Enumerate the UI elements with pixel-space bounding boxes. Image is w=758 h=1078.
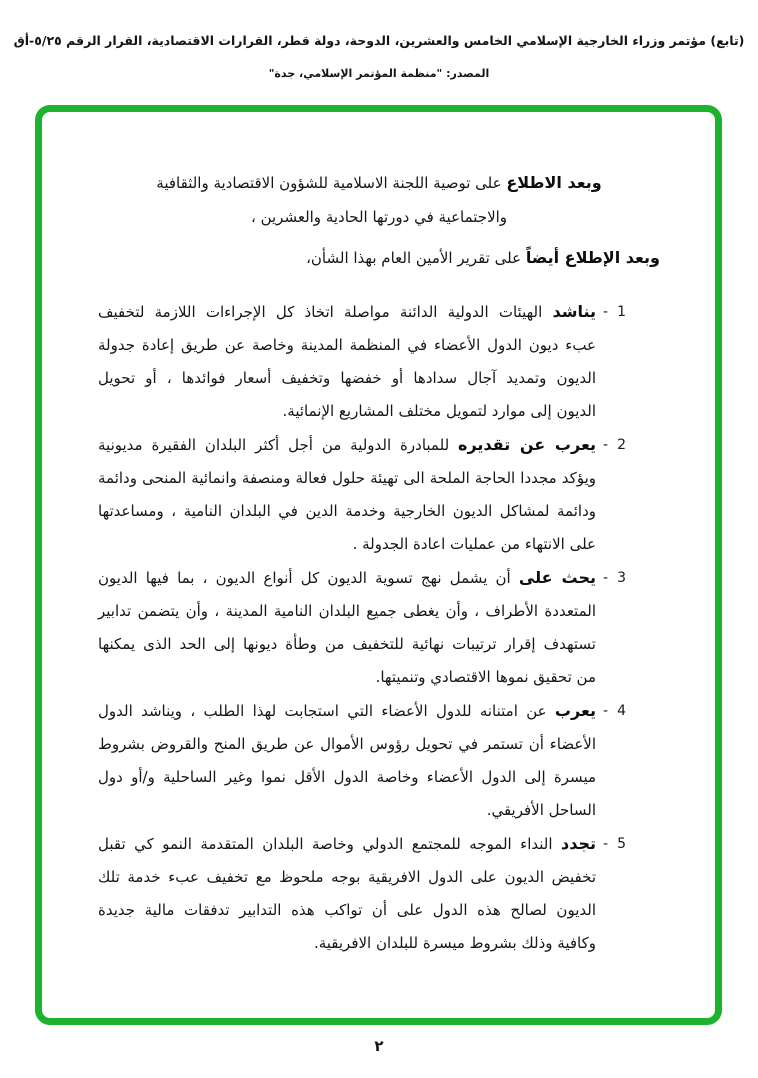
item-text xyxy=(98,295,596,428)
item-marker xyxy=(596,295,660,428)
item-number: 2 xyxy=(617,437,626,453)
text-line: يناشد الهيئات الدولية الدائنة مواصلة اتخاذ كل الإجراءات اللازمة لتخفيف xyxy=(98,302,596,321)
text-line: يحث على أن يشمل نهج تسوية الديون كل أنواع الديون ، بما فيها الديون xyxy=(98,568,596,587)
citation-line xyxy=(0,31,758,51)
item-text xyxy=(98,428,596,561)
resolution-item xyxy=(98,561,660,694)
item-dash: - xyxy=(603,703,609,719)
item-marker xyxy=(596,694,660,827)
resolution-item xyxy=(98,295,660,428)
document-content xyxy=(98,166,660,960)
resolution-item xyxy=(98,694,660,827)
source-line: المصدر: "منظمة المؤتمر الإسلامي، جدة" xyxy=(268,67,490,80)
bold-lead: يناشد xyxy=(552,302,596,321)
text-line: عبء ديون الدول الأعضاء في المنظمة المدينة وخاصة عن طريق إعادة جدولة xyxy=(98,336,596,354)
text-line: يعرب عن تقديره للمبادرة الدولية من أجل أكثر البلدان الفقيرة مديونية xyxy=(98,435,596,454)
item-number: 4 xyxy=(617,703,626,719)
text-line: الديون إلى موارد لتمويل مختلف المشاريع الإنمائية. xyxy=(282,402,596,420)
item-text xyxy=(98,827,596,960)
item-text xyxy=(98,694,596,827)
item-dash: - xyxy=(603,836,609,852)
text-line: وبعد الاطلاع على توصية اللجنة الاسلامية للشؤون الاقتصادية والثقافية xyxy=(156,173,602,192)
bold-lead: وبعد الاطلاع xyxy=(506,173,602,192)
item-text xyxy=(98,561,596,694)
text-line: الديون لصالح هذه الدول على أن تواكب هذه التدابير تدفقات مالية جديدة xyxy=(98,901,596,919)
item-marker xyxy=(596,428,660,561)
item-dash: - xyxy=(603,304,609,320)
page-number: ٢ xyxy=(374,1037,384,1055)
text-line: والاجتماعية في دورتها الحادية والعشرين ، xyxy=(250,208,508,226)
text-line: وكافية وذلك بشروط ميسرة للبلدان الافريقية. xyxy=(313,934,596,952)
preamble-paragraph xyxy=(98,166,660,234)
resolution-items xyxy=(98,295,660,960)
item-number: 5 xyxy=(617,836,626,852)
item-number: 3 xyxy=(617,570,626,586)
item-marker xyxy=(596,827,660,960)
text-line: من تحقيق نموها الاقتصادي وتنميتها. xyxy=(375,668,596,686)
item-number: 1 xyxy=(617,304,626,320)
preamble-paragraph xyxy=(98,241,660,275)
text-line: ميسرة إلى الدول الأعضاء وخاصة الدول الأقل نموا وغير الساحلية و/أو دول xyxy=(98,768,596,786)
text-line: ودائمة لمشاكل الديون الخارجية وخدمة الدين في البلدان النامية ، ومساعدتها xyxy=(98,502,596,520)
citation-text: (تابع) مؤتمر وزراء الخارجية الإسلامي الخامس والعشرين، الدوحة، دولة قطر، القرارات الاقتصادية، القرار الرقم xyxy=(66,33,745,48)
text-line: تخفيض الديون على الدول الافريقية بوجه ملحوظ مع تخفيف عبء خدمة تلك xyxy=(98,868,596,886)
bold-lead: وبعد الإطلاع أيضاً xyxy=(525,248,660,267)
text-line: تستهدف إقرار ترتيبات نهائية للتخفيف من وطأة ديونها إلى الحد الذى يمكنها xyxy=(98,635,596,653)
text-line: يعرب عن امتنانه للدول الأعضاء التي استجابت لهذا الطلب ، ويناشد الدول xyxy=(98,701,596,720)
text-line: تجدد النداء الموجه للمجتمع الدولي وخاصة البلدان المتقدمة النمو كي تقبل xyxy=(98,834,596,853)
text-line: الديون وتمديد آجال سدادها أو خفضها وتخفيف أسعار فوائدها ، أو تحويل xyxy=(98,369,596,387)
text-line: ويؤكد مجددا الحاجة الملحة الى تهيئة حلول فعالة ومنصفة وانمائية المنحى ودائمة xyxy=(98,469,596,487)
resolution-item xyxy=(98,428,660,561)
bold-lead: يعرب xyxy=(554,701,596,720)
bold-lead: يعرب عن تقديره xyxy=(458,435,596,454)
text-line: وبعد الإطلاع أيضاً على تقرير الأمين العام بهذا الشأن، xyxy=(306,248,660,267)
item-dash: - xyxy=(603,570,609,586)
preamble xyxy=(98,166,660,275)
resolution-code: ٥/٢٥-أق xyxy=(13,33,62,48)
text-line: الساحل الأفريقي. xyxy=(486,801,596,819)
item-dash: - xyxy=(603,437,609,453)
bold-lead: تجدد xyxy=(561,834,596,853)
text-line: الأعضاء أن تستمر في تحويل رؤوس الأموال عن طريق المنح والقروض بشروط xyxy=(98,735,596,753)
bold-lead: يحث على xyxy=(518,568,596,587)
text-line: على الانتهاء من عمليات اعادة الجدولة . xyxy=(352,535,596,553)
resolution-item xyxy=(98,827,660,960)
text-line: المتعددة الأطراف ، وأن يغطى جميع البلدان النامية المدينة ، وأن يتضمن تدابير xyxy=(98,602,596,620)
item-marker xyxy=(596,561,660,694)
